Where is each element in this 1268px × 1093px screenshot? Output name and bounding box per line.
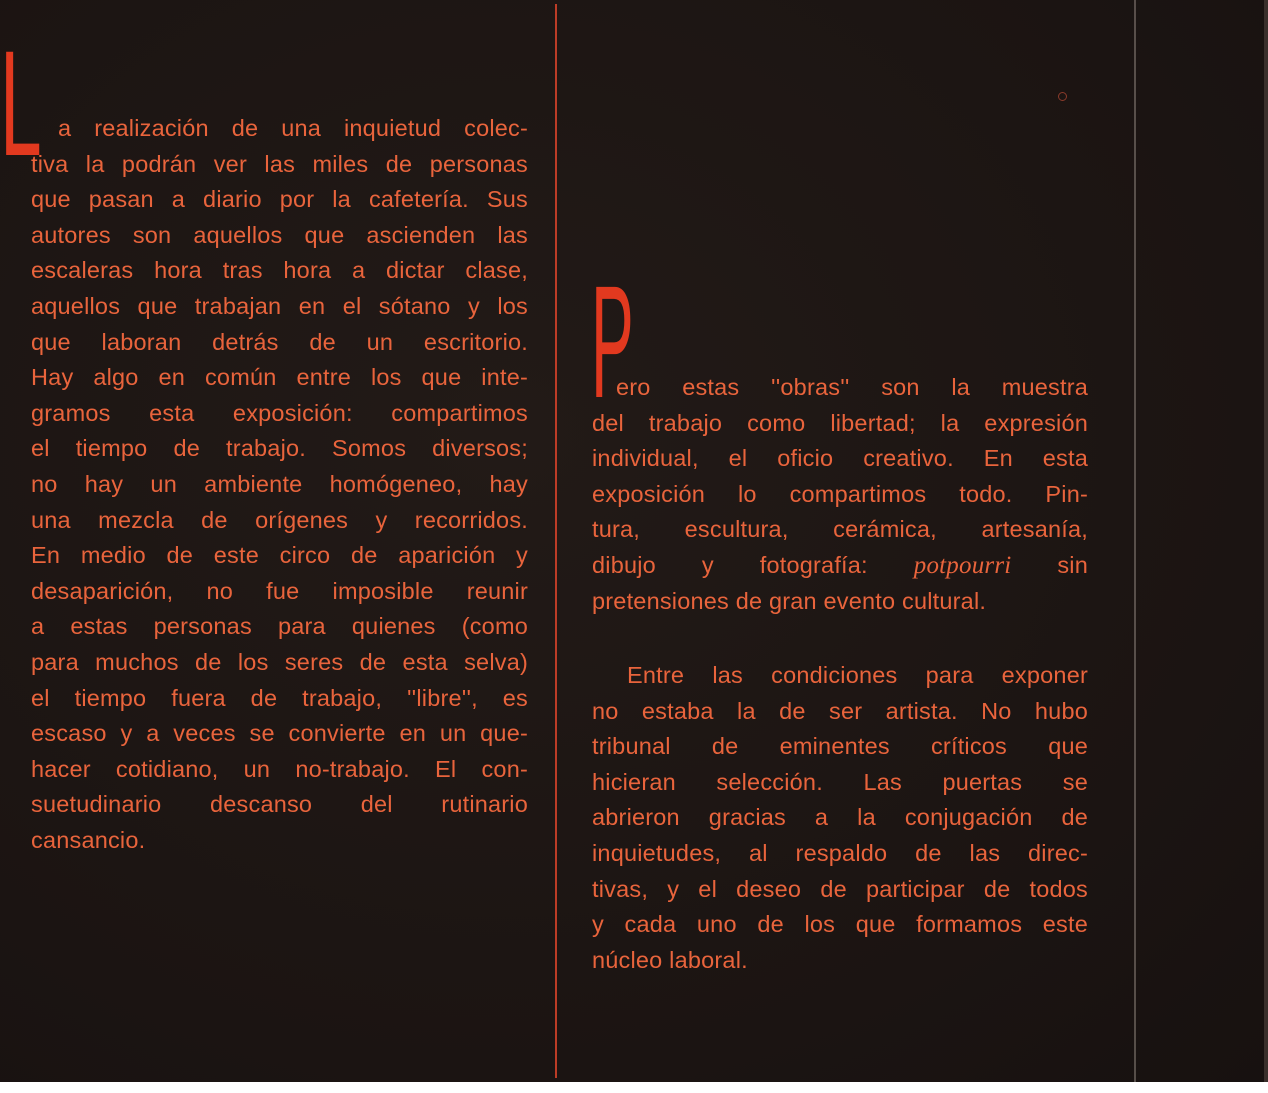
outer-page-edge bbox=[1264, 0, 1268, 1082]
dropcap-p: P bbox=[591, 252, 634, 431]
page-edge-line bbox=[1134, 0, 1136, 1082]
text-line: ero estas ''obras'' son la muestra bbox=[616, 374, 1088, 400]
text-line: cansancio. bbox=[31, 826, 146, 853]
text-line: a estas personas para quienes (como bbox=[31, 613, 528, 640]
text-line: Hay algo en común entre los que inte- bbox=[31, 364, 528, 391]
left-column-text bbox=[31, 111, 528, 858]
dropcap-l: L bbox=[0, 19, 41, 187]
text-line: una mezcla de orígenes y recorridos. bbox=[31, 506, 528, 533]
text-line: no hay un ambiente homógeneo, hay bbox=[31, 470, 528, 497]
text-line: hicieran selección. Las puertas se bbox=[592, 768, 1088, 795]
text-line: el tiempo de trabajo. Somos diversos; bbox=[31, 435, 528, 462]
text-line: suetudinario descanso del rutinario bbox=[31, 791, 528, 818]
text-line: gramos esta exposición: compartimos bbox=[31, 399, 528, 426]
text-line: En medio de este circo de aparición y bbox=[31, 542, 528, 569]
text-line: tura, escultura, cerámica, artesanía, bbox=[592, 516, 1088, 543]
text-line-with-italic bbox=[592, 548, 1088, 584]
text-line: abrieron gracias a la conjugación de bbox=[592, 804, 1088, 831]
center-fold-line bbox=[555, 4, 557, 1078]
text-line: individual, el oficio creativo. En esta bbox=[592, 445, 1088, 472]
text-line: escaleras hora tras hora a dictar clase, bbox=[31, 257, 528, 284]
text-line: exposición lo compartimos todo. Pin- bbox=[592, 480, 1088, 507]
text-line: núcleo laboral. bbox=[592, 946, 748, 973]
text-line: y cada uno de los que formamos este bbox=[592, 911, 1088, 938]
text-line: tivas, y el deseo de participar de todos bbox=[592, 875, 1088, 902]
text-line: Entre las condiciones para exponer bbox=[627, 662, 1088, 688]
paper-mark bbox=[1058, 92, 1067, 101]
text-line: tiva la podrán ver las miles de personas bbox=[31, 150, 528, 177]
text-segment: dibujo y fotografía: bbox=[592, 551, 868, 578]
text-line: no estaba la de ser artista. No hubo bbox=[592, 697, 1088, 724]
text-line: desaparición, no fue imposible reunir bbox=[31, 577, 528, 604]
text-line: que laboran detrás de un escritorio. bbox=[31, 328, 528, 355]
text-line: que pasan a diario por la cafetería. Sus bbox=[31, 186, 528, 213]
text-line: a realización de una inquietud colec- bbox=[58, 115, 528, 141]
text-line: inquietudes, al respaldo de las direc- bbox=[592, 839, 1088, 866]
text-line: el tiempo fuera de trabajo, ''libre'', es bbox=[31, 684, 528, 711]
right-column-paragraph-1 bbox=[592, 370, 1088, 619]
text-line: autores son aquellos que ascienden las bbox=[31, 221, 528, 248]
text-line: del trabajo como libertad; la expresión bbox=[592, 409, 1088, 436]
right-column-paragraph-2 bbox=[592, 658, 1088, 978]
text-line: pretensiones de gran evento cultural. bbox=[592, 587, 987, 614]
text-line: para muchos de los seres de esta selva) bbox=[31, 648, 528, 675]
italic-word: potpourri bbox=[913, 551, 1012, 579]
text-line: aquellos que trabajan en el sótano y los bbox=[31, 292, 528, 319]
text-line: tribunal de eminentes críticos que bbox=[592, 733, 1088, 760]
text-line: escaso y a veces se convierte en un que- bbox=[31, 720, 528, 747]
text-line: hacer cotidiano, un no-trabajo. El con- bbox=[31, 755, 528, 782]
text-segment: sin bbox=[1057, 551, 1088, 578]
